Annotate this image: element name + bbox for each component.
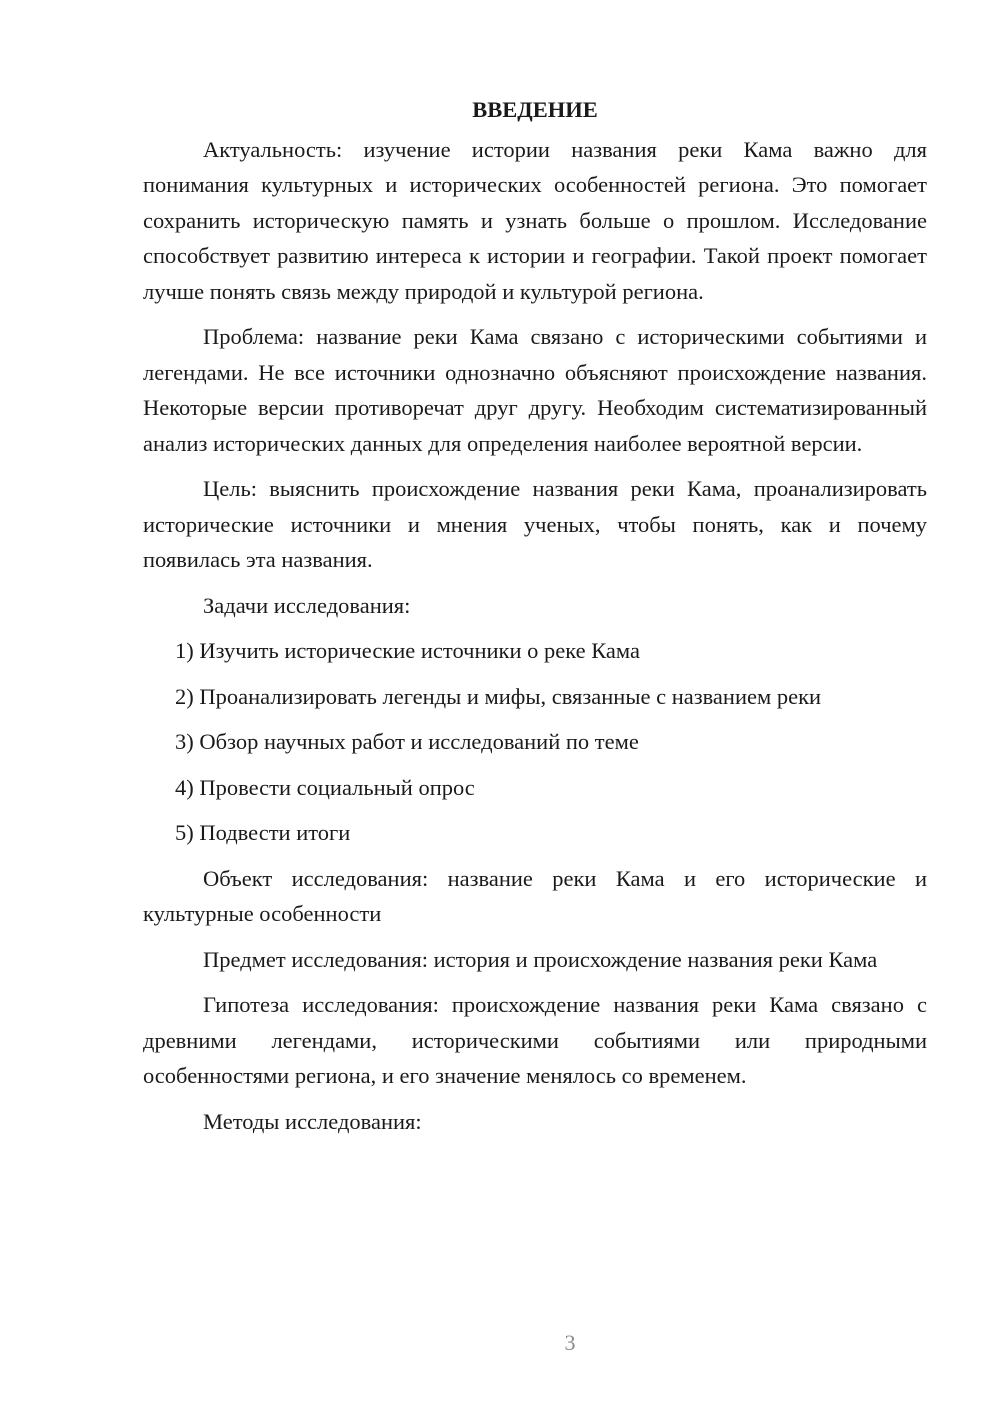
tasks-list [175, 633, 927, 851]
list-item: 4) Провести социальный опрос [175, 774, 475, 800]
list-item: 5) Подвести итоги [175, 820, 351, 845]
list-item: 1) Изучить исторические источники о реке Кама [175, 638, 640, 663]
tasks-title: Задачи исследования: [203, 592, 411, 618]
section-heading: ВВЕДЕНИЕ [472, 97, 598, 122]
hypothesis-paragraph: Гипотеза исследования: происхождение названия реки Кама связано с древними легендами, историческими событиями или природными особенностями региона, и его значение менялось со временем. [143, 992, 927, 1088]
list-item: 3) Обзор научных работ и исследований по теме [175, 729, 639, 754]
actuality-paragraph: Актуальность: изучение истории названия реки Кама важно для понимания культурных и исторических особенностей региона. Это помогает сохранить историческую память и узнать больше о прошлом. Исследование способствует развитию интереса к истории и географии. Такой проект помогает лучше понять связь между природой и культурой региона. [143, 136, 927, 304]
methods-title: Методы исследования: [203, 1108, 422, 1134]
goal-paragraph: Цель: выяснить происхождение названия реки Кама, проанализировать исторические источники и мнения ученых, чтобы понять, как и почему появилась эта названия. [143, 476, 927, 572]
problem-paragraph: Проблема: название реки Кама связано с историческими событиями и легендами. Не все источники однозначно объясняют происхождение названия. Некоторые версии противоречат друг другу. Необходим систематизированный анализ исторических данных для определения наиболее вероятной версии. [143, 324, 927, 456]
object-paragraph: Объект исследования: название реки Кама и его исторические и культурные особенности [143, 865, 927, 926]
page-number: 3 [564, 1330, 576, 1355]
list-item: 2) Проанализировать легенды и мифы, связанные с названием реки [175, 683, 822, 709]
subject-paragraph: Предмет исследования: история и происхождение названия реки Кама [203, 946, 878, 972]
page-content [143, 92, 927, 1149]
